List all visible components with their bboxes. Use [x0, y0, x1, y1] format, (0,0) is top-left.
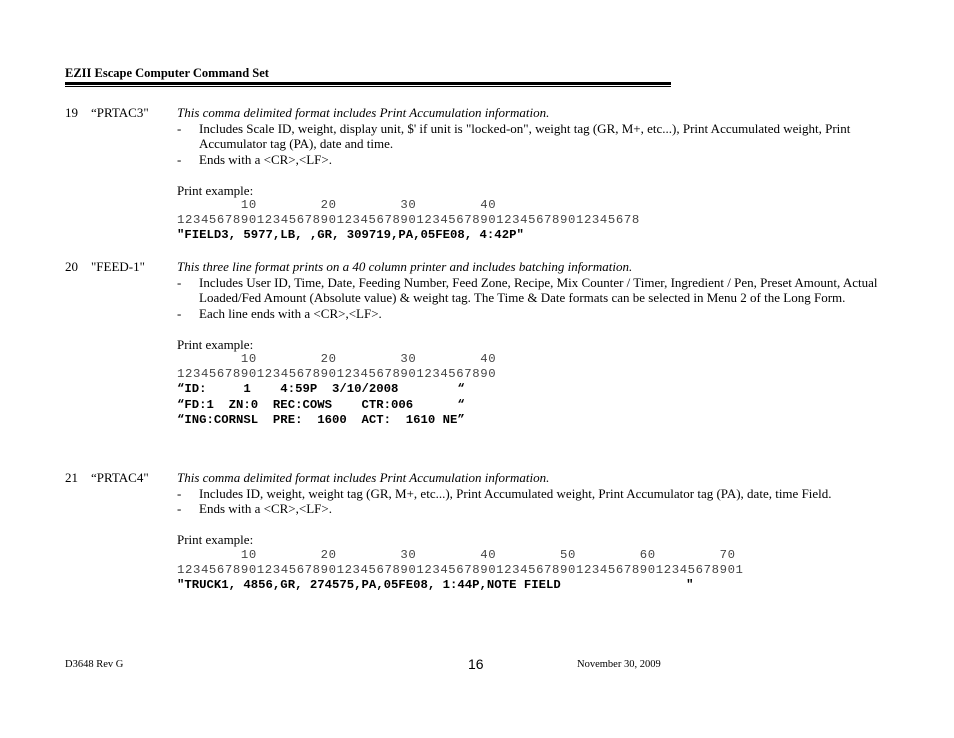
bullet-text: Includes Scale ID, weight, display unit, $' if unit is "locked-on", weight tag (GR, M+, etc...), Print Accumulated weight, Print Accumulator tag (PA), date and time. — [199, 120, 851, 151]
bullet-text: Each line ends with a <CR>,<LF>. — [199, 305, 382, 321]
print-sample-line: “ING:CORNSL PRE: 1600 ACT: 1610 NE” — [177, 413, 465, 427]
column-ruler-digits: 1234567890123456789012345678901234567890 — [177, 367, 497, 381]
bullet-item: - Ends with a <CR>,<LF>. — [177, 151, 332, 167]
footer-page-number: 16 — [468, 656, 484, 672]
bullet-text: Includes ID, weight, weight tag (GR, M+, etc...), Print Accumulated weight, Print Accumulator tag (PA), date, time Field. — [199, 485, 832, 501]
print-sample-line: "TRUCK1, 4856,GR, 274575,PA,05FE08, 1:44P,NOTE FIELD " — [177, 577, 694, 592]
section-description: This comma delimited format includes Print Accumulation information. — [177, 105, 550, 120]
section-number: 21 — [65, 470, 78, 485]
section-body — [177, 259, 889, 429]
section-format-name: “PRTAC3" — [91, 105, 149, 120]
bullet-item: - Ends with a <CR>,<LF>. — [177, 501, 332, 516]
bullet-item: - Includes ID, weight, weight tag (GR, M+, etc...), Print Accumulated weight, Print Accumulator tag (PA), date, time Field. — [177, 485, 832, 501]
print-sample-line: “FD:1 ZN:0 REC:COWS CTR:006 “ — [177, 397, 465, 412]
column-ruler-tens: 10 20 30 40 — [177, 352, 497, 366]
bullet-text: Ends with a <CR>,<LF>. — [199, 501, 332, 516]
bullet-text: Includes User ID, Time, Date, Feeding Number, Feed Zone, Recipe, Mix Counter / Timer, Ingredient / Pen, Preset Amount, Actual Loaded/Fed Amount (Absolute value) & weight tag. The Time & Date formats can be selected in Menu 2 of the Long Form. — [199, 274, 878, 305]
section-number: 20 — [65, 259, 78, 274]
print-example-label: Print example: — [177, 532, 254, 547]
bullet-item: - Includes Scale ID, weight, display unit, $' if unit is "locked-on", weight tag (GR, M+, etc...), Print Accumulated weight, Print Accumulator tag (PA), date and time. — [177, 120, 851, 151]
column-ruler-digits: 12345678901234567890123456789012345678901234567890123456789012345678901 — [177, 562, 744, 577]
section-number: 19 — [65, 105, 78, 120]
bullet-item: - Includes User ID, Time, Date, Feeding Number, Feed Zone, Recipe, Mix Counter / Timer, Ingredient / Pen, Preset Amount, Actual Loaded/Fed Amount (Absolute value) & weight tag. The Time & Date formats can be selected in Menu 2 of the Long Form. — [177, 274, 878, 305]
section-body — [177, 105, 889, 244]
print-example-label: Print example: — [177, 182, 254, 198]
footer-date: November 30, 2009 — [577, 659, 661, 670]
section-description: This comma delimited format includes Print Accumulation information. — [177, 470, 550, 485]
section-format-name: "FEED-1" — [91, 259, 145, 274]
bullet-text: Ends with a <CR>,<LF>. — [199, 151, 332, 167]
document-header: EZII Escape Computer Command Set — [65, 66, 269, 80]
print-example-label: Print example: — [177, 336, 254, 352]
section-body — [177, 470, 889, 593]
section-format-name: “PRTAC4" — [91, 470, 149, 485]
bullet-item: - Each line ends with a <CR>,<LF>. — [177, 305, 382, 321]
column-ruler-digits: 1234567890123456789012345678901234567890123456789012345678 — [177, 213, 640, 227]
header-double-rule — [65, 82, 671, 87]
print-sample-line: “ID: 1 4:59P 3/10/2008 “ — [177, 382, 465, 396]
column-ruler-tens: 10 20 30 40 — [177, 198, 497, 212]
print-sample-line: "FIELD3, 5977,LB, ,GR, 309719,PA,05FE08, 4:42P" — [177, 228, 524, 242]
section-description: This three line format prints on a 40 column printer and includes batching information. — [177, 259, 633, 274]
footer-doc-id: D3648 Rev G — [65, 659, 124, 670]
column-ruler-tens: 10 20 30 40 50 60 70 — [177, 547, 736, 562]
